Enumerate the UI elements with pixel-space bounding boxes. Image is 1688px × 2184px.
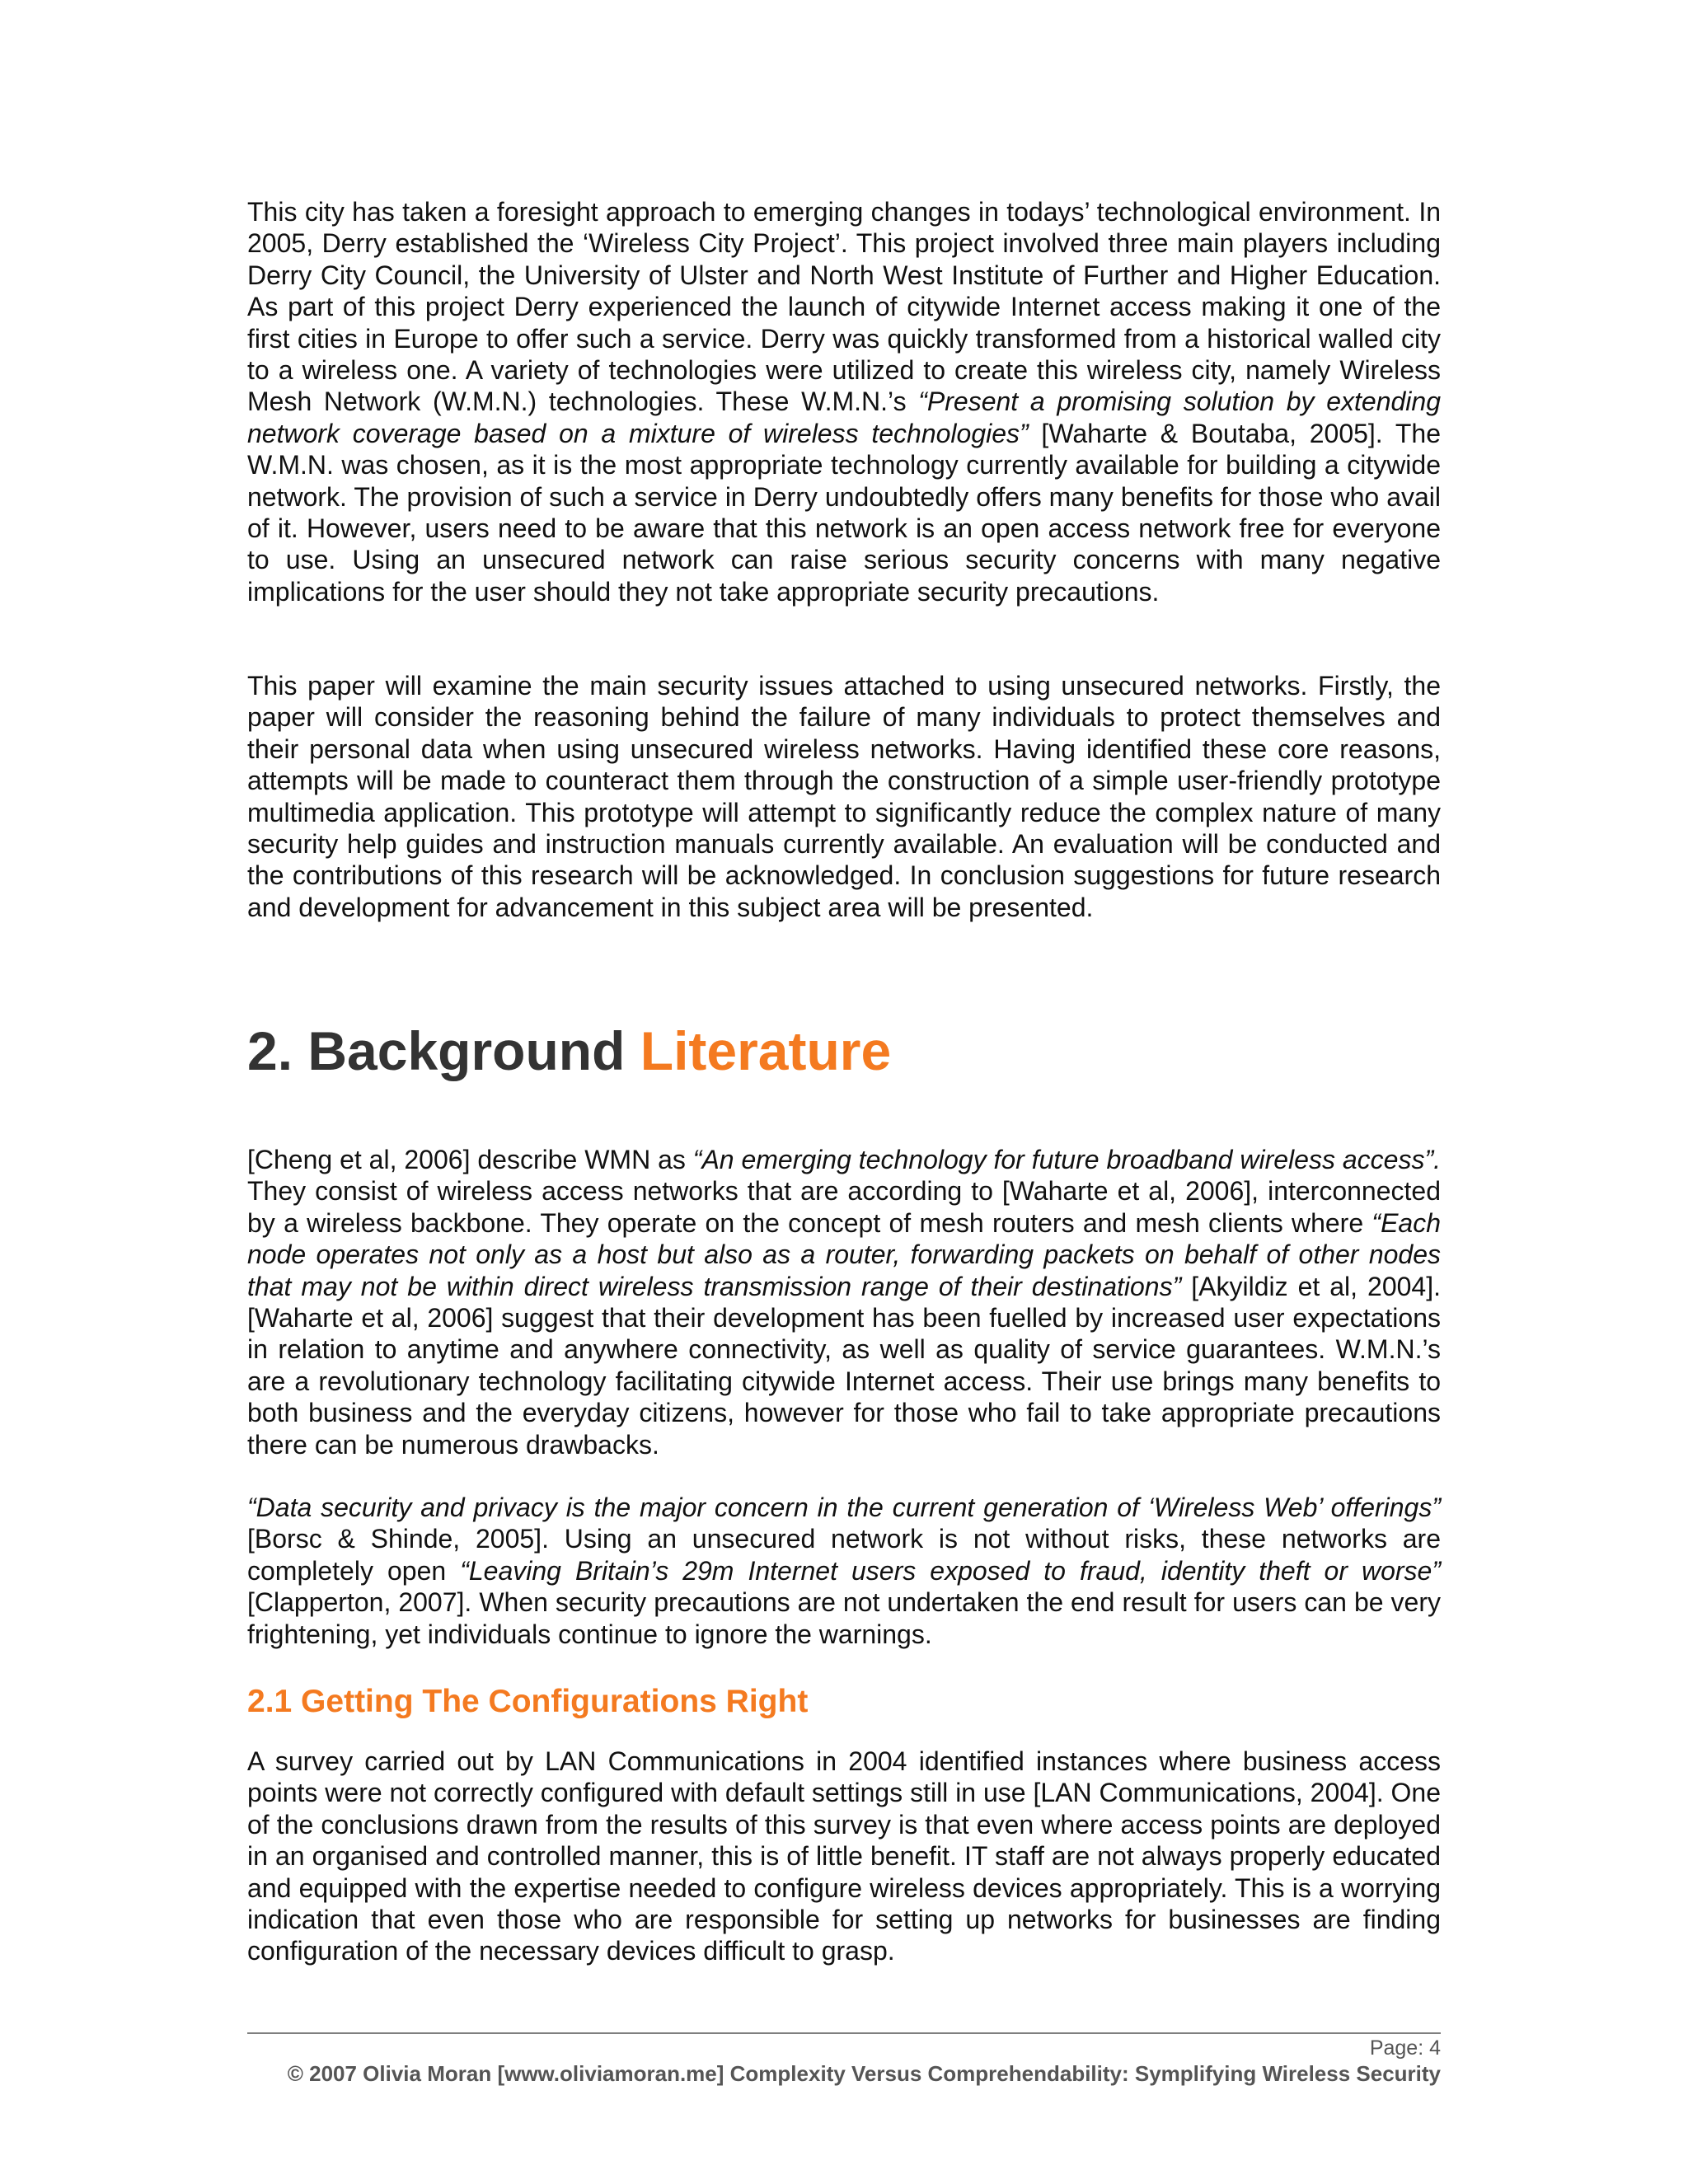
paragraph-lan-survey	[247, 1746, 1441, 1967]
paragraph-text: [Borsc & Shinde, 2005]. Using an unsecured network is not without risks, these networks are completely open	[247, 1524, 1441, 1586]
section-heading	[247, 1018, 891, 1084]
quote-akyildiz: “Each node operates not only as a host but also as a router, forwarding packets on behalf of other nodes that may not be within direct wireless transmission range of their destinations”	[247, 1207, 1441, 1301]
footer-divider	[247, 2032, 1441, 2034]
quote-clapperton: “Leaving Britain’s 29m Internet users exposed to fraud, identity theft or worse”	[460, 1555, 1442, 1586]
paragraph-paper-overview	[247, 670, 1441, 923]
paragraph-text: They consist of wireless access networks that are according to [Waharte et al, 2006], interconnected by a wireless backbone. They operate on the concept of mesh routers and mesh clients where	[247, 1176, 1441, 1238]
paragraph-text: [Waharte & Boutaba, 2005]. The W.M.N. was chosen, as it is the most appropriate technology currently available for building a citywide network. The provision of such a service in Derry undoubtedly offers many benefits for those who avail of it. However, users need to be aware that this network is an open access network free for everyone to use. Using an unsecured network can raise serious security concerns with many negative implications for the user should they not take appropriate security precautions.	[247, 418, 1442, 607]
quote-waharte-boutaba: “Present a promising solution by extending network coverage based on a mixture of wireless technologies”	[247, 387, 1442, 448]
heading-main: 2. Background	[247, 1020, 640, 1081]
paragraph-data-security	[247, 1492, 1441, 1650]
subsection-heading: 2.1 Getting The Configurations Right	[247, 1684, 809, 1719]
quote-borsc-shinde: “Data security and privacy is the major concern in the current generation of ‘Wireless Web’ offerings”	[247, 1493, 1441, 1522]
paragraph-text: [Cheng et al, 2006] describe WMN as	[247, 1145, 693, 1174]
footer-copyright: © 2007 Olivia Moran [www.oliviamoran.me] Complexity Versus Comprehendability: Symplifying Wireless Security	[287, 2061, 1441, 2086]
paragraph-wireless-city	[247, 196, 1441, 607]
quote-cheng: “An emerging technology for future broadband wireless access”.	[692, 1145, 1442, 1174]
page-number: Page: 4	[1369, 2036, 1441, 2060]
paragraph-text: This city has taken a foresight approach to emerging changes in todays’ technological environment. In 2005, Derry established the ‘Wireless City Project’. This project involved three main players including Derry City Council, the University of Ulster and North West Institute of Further and Higher Education. As part of this project Derry experienced the launch of citywide Internet access making it one of the first cities in Europe to offer such a service. Derry was quickly transformed from a historical walled city to a wireless one. A variety of technologies were utilized to create this wireless city, namely Wireless Mesh Network (W.M.N.) technologies. These W.M.N.’s	[247, 197, 1441, 417]
paragraph-text: This paper will examine the main security issues attached to using unsecured networks. Firstly, the paper will consider the reasoning behind the failure of many individuals to protect themselves and their personal data when using unsecured wireless networks. Having identified these core reasons, attempts will be made to counteract them through the construction of a simple user-friendly prototype multimedia application. This prototype will attempt to significantly reduce the complex nature of many security help guides and instruction manuals currently available. An evaluation will be conducted and the contributions of this research will be acknowledged. In conclusion suggestions for future research and development for advancement in this subject area will be presented.	[247, 671, 1441, 922]
heading-accent: Literature	[640, 1020, 892, 1081]
paragraph-text: [Clapperton, 2007]. When security precautions are not undertaken the end result for users can be very frightening, yet individuals continue to ignore the warnings.	[247, 1587, 1441, 1649]
paragraph-text: [Akyildiz et al, 2004]. [Waharte et al, 2006] suggest that their development has been fuelled by increased user expectations in relation to anytime and anywhere connectivity, as well as quality of service guarantees. W.M.N.’s are a revolutionary technology facilitating citywide Internet access. Their use brings many benefits to both business and the everyday citizens, however for those who fail to take appropriate precautions there can be numerous drawbacks.	[247, 1271, 1442, 1460]
paragraph-text: A survey carried out by LAN Communications in 2004 identified instances where business access points were not correctly configured with default settings still in use [LAN Communications, 2004]. One of the conclusions drawn from the results of this survey is that even where access points are deployed in an organised and controlled manner, this is of little benefit. IT staff are not always properly educated and equipped with the expertise needed to configure wireless devices appropriately. This is a worrying indication that even those who are responsible for setting up networks for businesses are finding configuration of the necessary devices difficult to grasp.	[247, 1746, 1441, 1966]
paragraph-wmn-definition	[247, 1144, 1441, 1460]
